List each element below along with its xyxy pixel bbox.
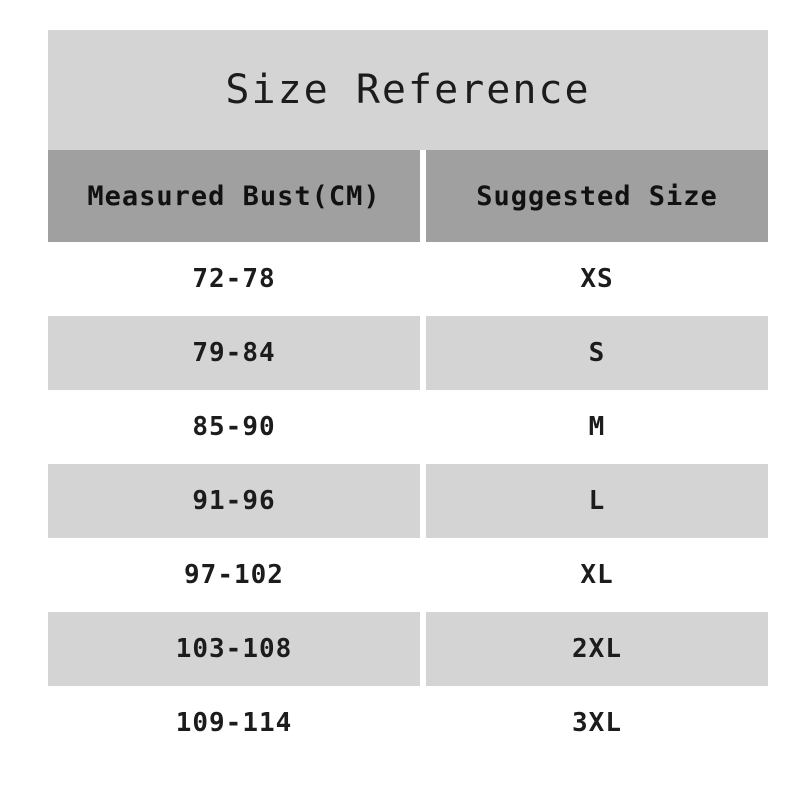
cell-suggested-size: M	[426, 390, 768, 464]
cell-bust-range: 109-114	[48, 686, 420, 760]
cell-bust-range: 91-96	[48, 464, 420, 538]
cell-suggested-size: 2XL	[426, 612, 768, 686]
cell-suggested-size: S	[426, 316, 768, 390]
table-row	[48, 390, 768, 464]
table-row	[48, 538, 768, 612]
cell-suggested-size: L	[426, 464, 768, 538]
table-row	[48, 242, 768, 316]
cell-suggested-size: XL	[426, 538, 768, 612]
table-header-row	[48, 150, 768, 242]
column-header-bust: Measured Bust(CM)	[48, 150, 420, 242]
page-title: Size Reference	[225, 67, 591, 113]
cell-bust-range: 72-78	[48, 242, 420, 316]
cell-bust-range: 85-90	[48, 390, 420, 464]
cell-suggested-size: XS	[426, 242, 768, 316]
table-row	[48, 612, 768, 686]
size-table	[48, 30, 768, 760]
cell-bust-range: 103-108	[48, 612, 420, 686]
table-row	[48, 316, 768, 390]
table-row	[48, 686, 768, 760]
cell-bust-range: 97-102	[48, 538, 420, 612]
table-title-band	[48, 30, 768, 150]
column-header-size: Suggested Size	[426, 150, 768, 242]
table-row	[48, 464, 768, 538]
cell-bust-range: 79-84	[48, 316, 420, 390]
cell-suggested-size: 3XL	[426, 686, 768, 760]
